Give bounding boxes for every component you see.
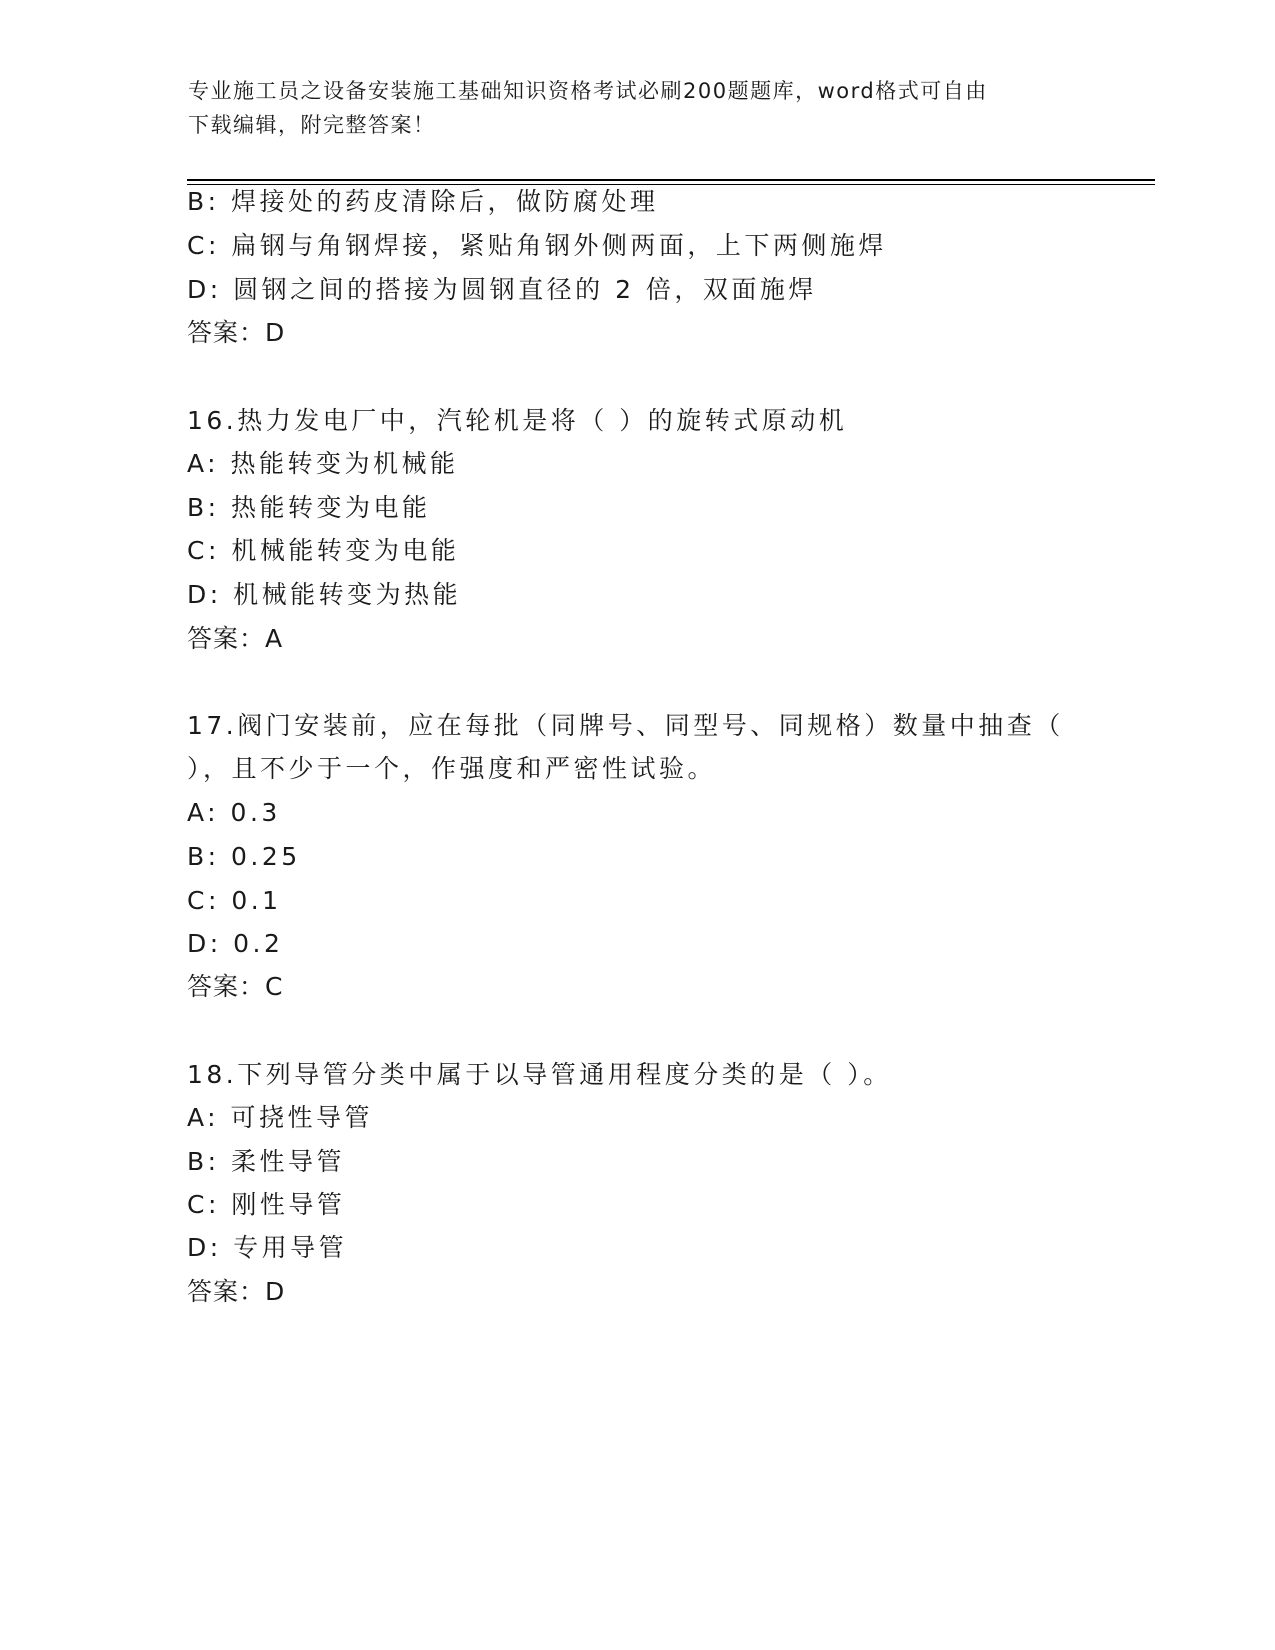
document-header	[188, 74, 1068, 142]
q16-option-b: B: 热能转变为电能	[187, 493, 431, 522]
header-line-1: 专业施工员之设备安装施工基础知识资格考试必刷200题题库，word格式可自由	[188, 79, 988, 103]
q16-answer: 答案：A	[187, 624, 284, 653]
q18-option-d: D: 专用导管	[187, 1233, 348, 1262]
q17-answer: 答案：C	[187, 972, 284, 1001]
prev-option-c: C: 扁钢与角钢焊接，紧贴角钢外侧两面，上下两侧施焊	[187, 231, 887, 260]
q18-option-b: B: 柔性导管	[187, 1147, 346, 1176]
q18-answer: 答案：D	[187, 1277, 286, 1306]
q17-option-b: B: 0.25	[187, 842, 301, 871]
q17-option-c: C: 0.1	[187, 886, 282, 915]
q17-option-d: D: 0.2	[187, 929, 284, 958]
q16-option-a: A: 热能转变为机械能	[187, 449, 459, 478]
q17-stem-line-2: ），且不少于一个，作强度和严密性试验。	[187, 754, 717, 783]
header-line-2: 下载编辑，附完整答案！	[188, 113, 436, 137]
header-rule-thick	[187, 179, 1155, 181]
prev-option-b: B: 焊接处的药皮清除后，做防腐处理	[187, 187, 659, 216]
q18-stem: 18.下列导管分类中属于以导管通用程度分类的是（ ）。	[187, 1060, 892, 1089]
q16-option-c: C: 机械能转变为电能	[187, 536, 460, 565]
q16-option-d: D: 机械能转变为热能	[187, 580, 462, 609]
header-rule-thin	[187, 184, 1155, 185]
q16-stem: 16.热力发电厂中，汽轮机是将（ ）的旋转式原动机	[187, 406, 848, 435]
prev-answer: 答案：D	[187, 318, 286, 347]
prev-option-d: D: 圆钢之间的搭接为圆钢直径的 2 倍，双面施焊	[187, 275, 817, 304]
q17-stem-line-1: 17.阀门安装前，应在每批（同牌号、同型号、同规格）数量中抽查（	[187, 711, 1064, 740]
q17-option-a: A: 0.3	[187, 798, 281, 827]
q18-option-a: A: 可挠性导管	[187, 1103, 374, 1132]
q18-option-c: C: 刚性导管	[187, 1190, 346, 1219]
